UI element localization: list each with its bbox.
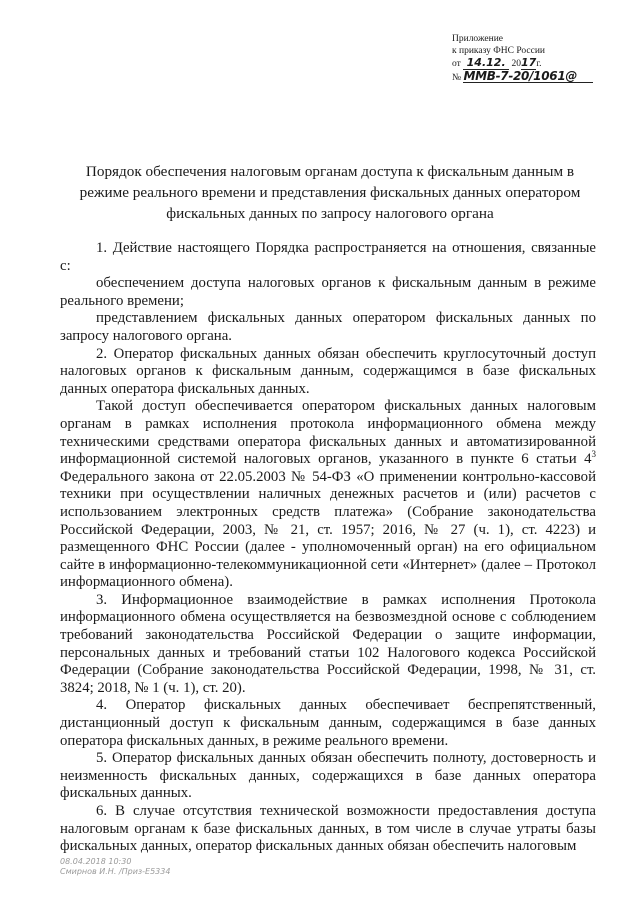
paragraph-4: 4. Оператор фискальных данных обеспечивает беспрепятственный, дистанционный доступ к фискальным данным, содержащимся в базе данных оператора фискальных данных, в режиме реального времени. bbox=[60, 697, 596, 749]
annex-number-handwritten: ММВ-7-20/1061@ bbox=[463, 70, 593, 83]
stamp-line-2: Смирнов И.Н. /Приз-Е5334 bbox=[60, 867, 171, 876]
stamp-line-1: 08.04.2018 10:30 bbox=[60, 857, 132, 866]
paragraph-6: 6. В случае отсутствия технической возможности предоставления доступа налоговым органам к базе фискальных данных, в том числе в случае утраты базы фискальных данных, оператор фискальных данных обязан обеспечить налоговым bbox=[60, 803, 596, 855]
paragraph-2a-superscript: 3 bbox=[591, 449, 596, 460]
paragraph-2: 2. Оператор фискальных данных обязан обеспечить круглосуточный доступ налоговых органов к фискальным данным, содержащимся в базе фискальных данных оператора фискальных данных. bbox=[60, 345, 596, 397]
document-body bbox=[60, 240, 596, 856]
annex-number-line bbox=[452, 70, 612, 84]
annex-year-prefix: 20 bbox=[511, 59, 522, 69]
paragraph-1: 1. Действие настоящего Порядка распространяется на отношения, связанные с: bbox=[60, 240, 596, 274]
paragraph-2a-end: Федерального закона от 22.05.2003 № 54-ФЗ «О применении контрольно-кассовой техники при осуществлении наличных денежных расчетов и (или) расчетов с использованием электронных средств платежа» (Собрание законодательства Российской Федерации, 2003, № 21, ст. 1957; 2016, № 27 (ч. 1), ст. 4223) и размещенного ФНС России (далее - уполномоченный орган) на его официальном сайте в информационно-телекоммуникационной сети «Интернет» (далее – Протокол информационного обмена). bbox=[60, 468, 596, 591]
paragraph-2a-start: Такой доступ обеспечивается оператором фискальных данных налоговым органам в рамках исполнения протокола информационного обмена между техническими средствами оператора фискальных данных и автоматизированной информационной системой налоговых органов, указанного в пункте 6 статьи 4 bbox=[60, 398, 596, 468]
paragraph-5: 5. Оператор фискальных данных обязан обеспечить полноту, достоверность и неизменность фискальных данных, содержащихся в базе данных оператора фискальных данных. bbox=[60, 750, 596, 802]
annex-line-2: к приказу ФНС России bbox=[452, 46, 545, 56]
paragraph-2a bbox=[60, 398, 596, 592]
registration-stamp bbox=[60, 857, 170, 877]
document-title: Порядок обеспечения налоговым органам доступа к фискальным данным в режиме реального времени и представления фискальных данных оператором фискальных данных по запросу налогового органа bbox=[79, 163, 581, 222]
annex-year-handwritten: 17 bbox=[521, 56, 537, 69]
annex-number-label: № bbox=[452, 73, 462, 83]
paragraph-1a: обеспечением доступа налоговых органов к фискальным данным в режиме реального времени; bbox=[60, 275, 596, 309]
annex-header bbox=[452, 33, 612, 84]
annex-from-label: от bbox=[452, 59, 461, 69]
annex-year-suffix: г. bbox=[536, 59, 542, 69]
paragraph-3: 3. Информационное взаимодействие в рамках исполнения Протокола информационного обмена осуществляется на безвозмездной основе с соблюдением требований законодательства Российской Федерации о защите информации, персональных данных и требований статьи 102 Налогового кодекса Российской Федерации (Собрание законодательства Российской Федерации, 1998, № 31, ст. 3824; 2018, № 1 (ч. 1), ст. 20). bbox=[60, 591, 596, 696]
paragraph-1b: представлением фискальных данных оператором фискальных данных по запросу налогового органа. bbox=[60, 310, 596, 344]
annex-date-handwritten: 14.12. bbox=[463, 57, 509, 70]
annex-line-1: Приложение bbox=[452, 34, 503, 44]
